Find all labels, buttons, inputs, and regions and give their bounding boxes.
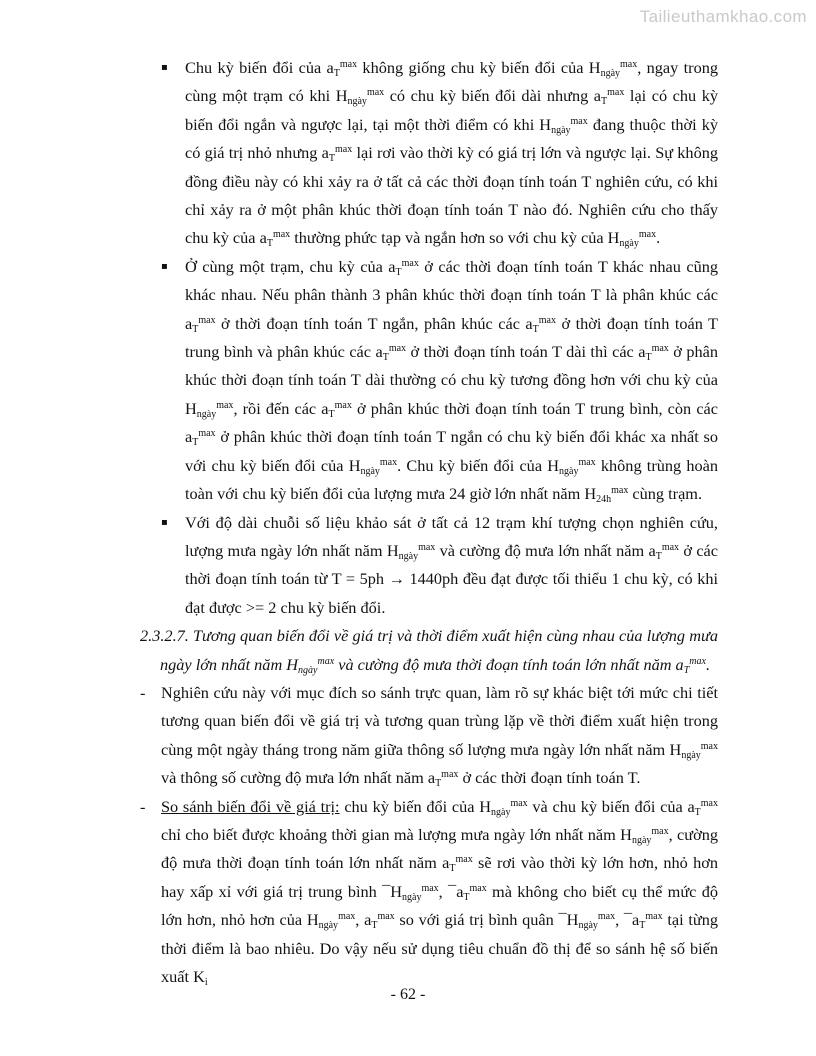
paragraph-text: Chu kỳ biến đổi của $a_T^{max}$ không giống chu kỳ biến đổi của $H_{ngày}^{max}$, ngay trong cùng một trạm có khi $H_{ngày}^{max}$ có chu kỳ biến đổi dài nhưng $a_T^{max}$ lại có chu kỳ biến đổi ngắn và ngược lại, tại một thời điểm có khi $H_{ngày}^{max}$ đang thuộc thời kỳ có giá trị nhỏ nhưng $a_T^{max}$ lại rơi vào thời kỳ có giá trị lớn và ngược lại. Sự không đồng điều này có khi xảy ra ở tất cả các thời đoạn tính toán T nghiên cứu, có khi chỉ xảy ra ở một phân khúc thời đoạn tính toán T nào đó. Nghiên cứu cho thấy chu kỳ của $a_T^{max}$ thường phức tạp và ngắn hơn so với chu kỳ của $H_{ngày}^{max}$. xyxy=(185,58,718,250)
bullet-square-icon: ▪ xyxy=(161,516,168,528)
watermark: Tailieuthamkhao.com xyxy=(639,7,807,26)
dash-item xyxy=(140,679,718,793)
paragraph-text: Với độ dài chuỗi số liệu khảo sát ở tất cả 12 trạm khí tượng chọn nghiên cứu, lượng mưa ngày lớn nhất năm $H_{ngày}^{max}$ và cường độ mưa lớn nhất năm $a_T^{max}$ ở các thời đoạn tính toán từ T = 5ph → 1440ph đều đạt được tối thiểu 1 chu kỳ, có khi đạt được >= 2 chu kỳ biến đổi. xyxy=(185,512,718,617)
bullet-item xyxy=(140,509,718,623)
paragraph-text: 2.3.2.7. Tương quan biến đổi về giá trị và thời điểm xuất hiện cùng nhau của lượng mưa ngày lớn nhất năm $H_{ngày}^{max}$ và cường độ mưa thời đoạn tính toán lớn nhất năm $a_T^{max}$. xyxy=(140,626,718,676)
document-body xyxy=(140,54,718,991)
dash-marker: - xyxy=(140,682,146,702)
paragraph-text: Nghiên cứu này với mục đích so sánh trực quan, làm rõ sự khác biệt tới mức chi tiết tương quan biến đổi về giá trị và tương quan trùng lặp về thời điểm xuất hiện trong cùng một ngày tháng trong năm giữa thông số lượng mưa ngày lớn nhất năm $H_{ngày}^{max}$ và thông số cường độ mưa lớn nhất năm $a_T^{max}$ ở các thời đoạn tính toán T. xyxy=(161,682,718,790)
bullet-item xyxy=(140,54,718,253)
dash-item xyxy=(140,793,718,992)
page-number: - 62 - xyxy=(390,986,426,1003)
bullet-square-icon: ▪ xyxy=(161,62,168,73)
bullet-square-icon: ▪ xyxy=(161,260,168,272)
section-heading xyxy=(140,622,718,679)
dash-marker: - xyxy=(140,796,146,816)
paragraph-text: So sánh biến đổi về giá trị: chu kỳ biến đổi của $H_{ngày}^{max}$ và chu kỳ biến đổi của $a_T^{max}$ chỉ cho biết được khoảng thời gian mà lượng mưa ngày lớn nhất năm $H_{ngày}^{max}$, cường độ mưa thời đoạn tính toán lớn nhất năm $a_T^{max}$ sẽ rơi vào thời kỳ lớn hơn, nhỏ hơn hay xấp xỉ với giá trị trung bình $¯H_{ngày}^{max}$, $¯a_T^{max}$ mà không cho biết cụ thể mức độ lớn hơn, nhỏ hơn của $H_{ngày}^{max}$, $a_T^{max}$ so với giá trị bình quân $¯H_{ngày}^{max}$, $¯a_T^{max}$ tại từng thời điểm là bao nhiêu. Do vậy nếu sử dụng tiêu chuẩn đồ thị để so sánh hệ số biến xuất $K_i$ xyxy=(161,796,719,988)
bullet-item xyxy=(140,253,718,509)
paragraph-text: Ở cùng một trạm, chu kỳ của $a_T^{max}$ ở các thời đoạn tính toán T khác nhau cũng khác nhau. Nếu phân thành 3 phân khúc thời đoạn tính toán T là phân khúc các $a_T^{max}$ ở thời đoạn tính toán T ngắn, phân khúc các $a_T^{max}$ ở thời đoạn tính toán T trung bình và phân khúc các $a_T^{max}$ ở thời đoạn tính toán T dài thì các $a_T^{max}$ ở phân khúc thời đoạn tính toán T dài thường có chu kỳ tương đồng hơn với chu kỳ của $H_{ngày}^{max}$, rồi đến các $a_T^{max}$ ở phân khúc thời đoạn tính toán T trung bình, còn các $a_T^{max}$ ở phân khúc thời đoạn tính toán T ngắn có chu kỳ biến đổi khác xa nhất so với chu kỳ biến đổi của $H_{ngày}^{max}$. Chu kỳ biến đổi của $H_{ngày}^{max}$ không trùng hoàn toàn với chu kỳ biến đổi của lượng mưa 24 giờ lớn nhất năm $H_{24h}^{max}$ cùng trạm. xyxy=(185,256,719,506)
